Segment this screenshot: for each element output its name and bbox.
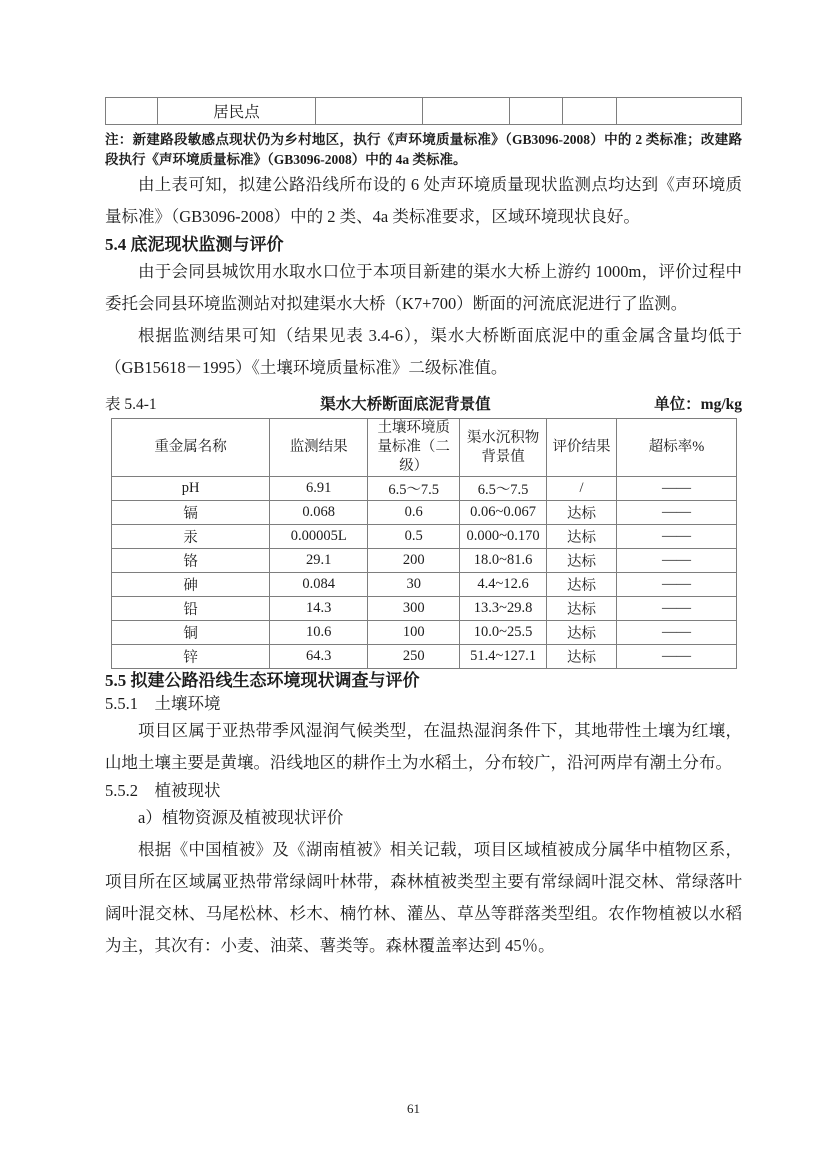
table-cell: 64.3 — [270, 645, 368, 669]
table-cell: 13.3~29.8 — [460, 597, 547, 621]
table-cell — [423, 98, 510, 125]
table-row — [112, 549, 737, 573]
table-row — [106, 98, 742, 125]
table-cell: 镉 — [112, 501, 270, 525]
table-cell: 达标 — [547, 597, 617, 621]
page-content — [105, 97, 742, 962]
table-header-cell: 监测结果 — [270, 419, 368, 477]
section-5-4-heading: 5.4 底泥现状监测与评价 — [105, 235, 284, 254]
table-row — [112, 477, 737, 501]
table-cell: 30 — [368, 573, 460, 597]
table-header-cell: 土壤环境质量标准（二级） — [368, 419, 460, 477]
table-cell: —— — [617, 645, 737, 669]
table-cell: 51.4~127.1 — [460, 645, 547, 669]
table-cell: pH — [112, 477, 270, 501]
table-row — [112, 621, 737, 645]
table-cell: / — [547, 477, 617, 501]
vegetation-paragraph: 根据《中国植被》及《湖南植被》相关记载，项目区域植被成分属华中植物区系，项目所在区域属亚热带常绿阔叶林带，森林植被类型主要有常绿阔叶混交林、常绿落叶阔叶混交林、马尾松林、杉木、楠竹林、灌丛、草丛等群落类型组。农作物植被以水稻为主，其次有：小麦、油菜、薯类等。森林覆盖率达到 45％。 — [105, 840, 742, 955]
table-header-cell: 评价结果 — [547, 419, 617, 477]
table-label: 表 5.4-1 — [105, 396, 157, 413]
sediment-result-paragraph: 根据监测结果可知（结果见表 3.4-6），渠水大桥断面底泥中的重金属含量均低于（GB15618－1995）《土壤环境质量标准》二级标准值。 — [105, 326, 742, 377]
table-cell: 锌 — [112, 645, 270, 669]
table-row — [112, 645, 737, 669]
table-cell: 250 — [368, 645, 460, 669]
carryover-table — [105, 97, 742, 125]
noise-summary-paragraph: 由上表可知，拟建公路沿线所布设的 6 处声环境质量现状监测点均达到《声环境质量标准》（GB3096-2008）中的 2 类、4a 类标准要求，区域环境现状良好。 — [105, 175, 742, 226]
table-cell: 14.3 — [270, 597, 368, 621]
table-cell: 18.0~81.6 — [460, 549, 547, 573]
table-cell: 200 — [368, 549, 460, 573]
table-header-cell: 超标率% — [617, 419, 737, 477]
section-5-5-1-heading: 5.5.1 土壤环境 — [105, 694, 221, 713]
table-cell: 达标 — [547, 645, 617, 669]
table-cell: 300 — [368, 597, 460, 621]
table-cell: 达标 — [547, 621, 617, 645]
table-cell: 0.068 — [270, 501, 368, 525]
table-row — [112, 573, 737, 597]
table-cell: 0.000~0.170 — [460, 525, 547, 549]
sediment-background-table — [111, 418, 737, 669]
table-cell — [617, 98, 742, 125]
table-cell: 0.5 — [368, 525, 460, 549]
table-cell: 6.91 — [270, 477, 368, 501]
table-caption — [105, 394, 742, 416]
table-row — [112, 525, 737, 549]
table-cell: —— — [617, 477, 737, 501]
table-cell: 达标 — [547, 549, 617, 573]
table-cell: 达标 — [547, 525, 617, 549]
sediment-intro-paragraph: 由于会同县城饮用水取水口位于本项目新建的渠水大桥上游约 1000m，评价过程中委托会同县环境监测站对拟建渠水大桥（K7+700）断面的河流底泥进行了监测。 — [105, 262, 742, 313]
table-cell: —— — [617, 549, 737, 573]
table-cell: 10.0~25.5 — [460, 621, 547, 645]
table-cell — [315, 98, 422, 125]
table-title: 渠水大桥断面底泥背景值 — [320, 396, 491, 413]
table-cell: 达标 — [547, 573, 617, 597]
table-cell: 达标 — [547, 501, 617, 525]
table-cell: 10.6 — [270, 621, 368, 645]
table-cell: —— — [617, 597, 737, 621]
table-header-row — [112, 419, 737, 477]
section-5-5-heading: 5.5 拟建公路沿线生态环境现状调查与评价 — [105, 671, 420, 690]
table-header-cell: 渠水沉积物背景值 — [460, 419, 547, 477]
table-cell: —— — [617, 621, 737, 645]
section-5-5-2-heading: 5.5.2 植被现状 — [105, 781, 221, 800]
table-note: 注：新建路段敏感点现状仍为乡村地区，执行《声环境质量标准》（GB3096-2008）中的 2 类标准；改建路段执行《声环境质量标准》（GB3096-2008）中的 4a 类标准。 — [105, 132, 742, 167]
table-cell — [510, 98, 563, 125]
table-cell: 6.5～7.5 — [368, 477, 460, 501]
table-row — [112, 597, 737, 621]
table-row — [112, 501, 737, 525]
soil-paragraph: 项目区属于亚热带季风湿润气候类型，在温热湿润条件下，其地带性土壤为红壤，山地土壤主要是黄壤。沿线地区的耕作土为水稻土，分布较广，沿河两岸有潮土分布。 — [105, 721, 742, 772]
table-cell — [563, 98, 617, 125]
page-number: 61 — [407, 1101, 420, 1116]
vegetation-item-a: a）植物资源及植被现状评价 — [138, 808, 344, 827]
table-cell: 居民点 — [158, 98, 316, 125]
table-cell: 铅 — [112, 597, 270, 621]
table-cell: 0.00005L — [270, 525, 368, 549]
table-cell: —— — [617, 525, 737, 549]
table-cell: 4.4~12.6 — [460, 573, 547, 597]
table-cell: —— — [617, 501, 737, 525]
table-cell: 29.1 — [270, 549, 368, 573]
table-header-cell: 重金属名称 — [112, 419, 270, 477]
table-cell: —— — [617, 573, 737, 597]
table-cell — [106, 98, 158, 125]
table-cell: 铬 — [112, 549, 270, 573]
table-cell: 0.06~0.067 — [460, 501, 547, 525]
table-cell: 6.5～7.5 — [460, 477, 547, 501]
table-cell: 汞 — [112, 525, 270, 549]
table-cell: 铜 — [112, 621, 270, 645]
table-cell: 100 — [368, 621, 460, 645]
table-cell: 砷 — [112, 573, 270, 597]
table-unit: 单位：mg/kg — [654, 396, 742, 413]
table-cell: 0.084 — [270, 573, 368, 597]
table-cell: 0.6 — [368, 501, 460, 525]
